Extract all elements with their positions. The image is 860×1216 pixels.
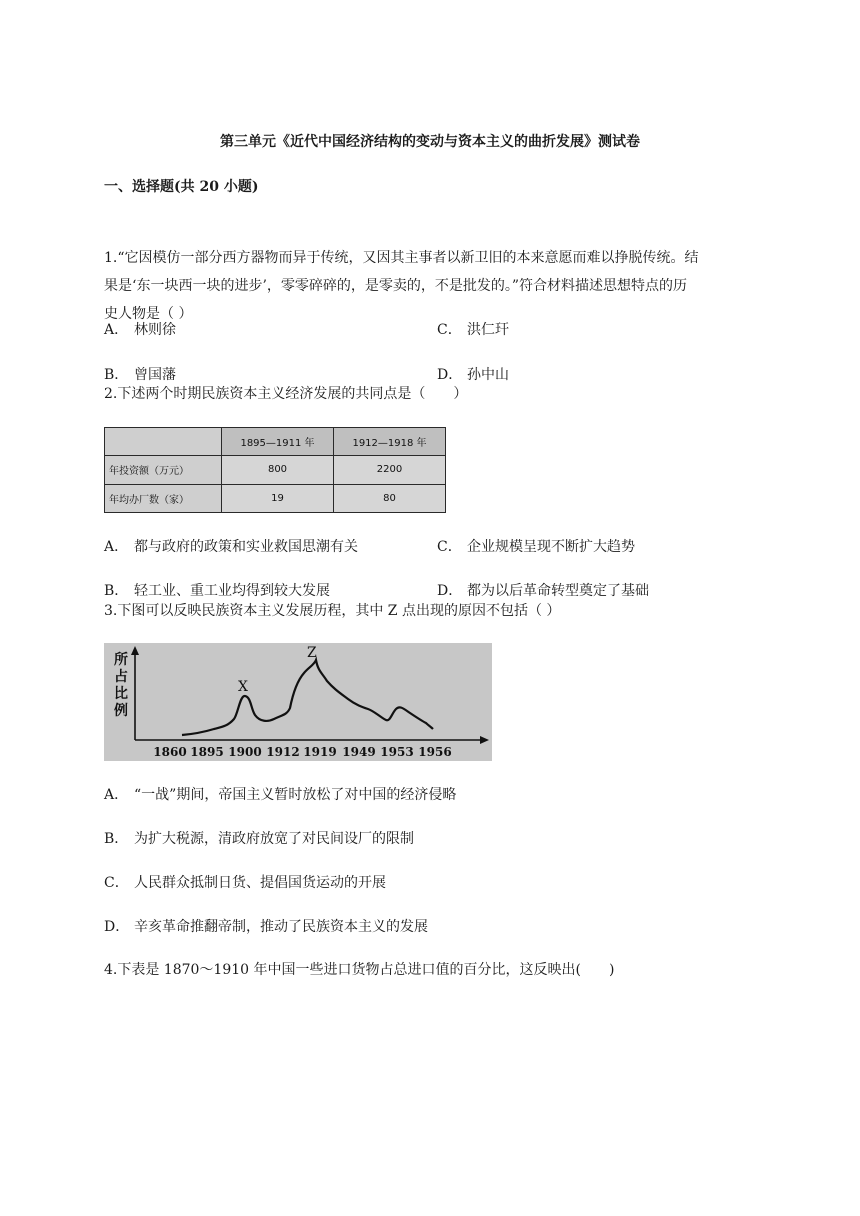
option-letter: D． bbox=[437, 367, 463, 383]
option-letter: A． bbox=[104, 787, 129, 803]
table-row bbox=[105, 484, 446, 512]
option-text: 都与政府的政策和实业救国思潮有关 bbox=[134, 539, 358, 555]
option-letter: D． bbox=[437, 583, 463, 599]
option-letter: B． bbox=[104, 831, 129, 847]
option-text: 洪仁玕 bbox=[467, 322, 509, 338]
option-letter: B． bbox=[104, 367, 129, 383]
x-tick-label: 1956 bbox=[418, 745, 452, 759]
option-text: 为扩大税源，清政府放宽了对民间设厂的限制 bbox=[134, 831, 414, 847]
question-3: 3.下图可以反映民族资本主义发展历程，其中 Z 点出现的原因不包括（ ） bbox=[104, 603, 561, 619]
q1-option-a[interactable] bbox=[104, 321, 176, 339]
x-tick-label: 1953 bbox=[380, 745, 414, 759]
table-header-cell bbox=[105, 428, 222, 456]
q2-option-a[interactable] bbox=[104, 538, 358, 556]
option-text: “一战”期间，帝国主义暂时放松了对中国的经济侵略 bbox=[134, 787, 457, 803]
question-1 bbox=[104, 244, 760, 328]
question-1-line: 果是‘东一块西一块的进步’，零零碎碎的，是零卖的，不是批发的。”符合材料描述思想特点的历 bbox=[104, 278, 688, 294]
capitalism-trend-chart bbox=[104, 643, 492, 761]
table-cell: 80 bbox=[334, 484, 446, 512]
y-axis-label-char: 比 bbox=[114, 686, 128, 702]
q3-option-c[interactable] bbox=[104, 874, 386, 892]
y-axis-label-char: 所 bbox=[114, 652, 128, 668]
table-header-cell: 1912—1918 年 bbox=[334, 428, 446, 456]
point-label-z: Z bbox=[307, 645, 317, 661]
q2-option-c[interactable] bbox=[437, 538, 635, 556]
table-cell: 年均办厂数（家） bbox=[105, 484, 222, 512]
y-axis-arrow-icon bbox=[131, 646, 139, 655]
option-letter: B． bbox=[104, 583, 129, 599]
option-letter: A． bbox=[104, 539, 129, 555]
investment-table bbox=[104, 427, 446, 513]
table-row bbox=[105, 456, 446, 484]
option-text: 轻工业、重工业均得到较大发展 bbox=[134, 583, 330, 599]
table-cell: 19 bbox=[222, 484, 334, 512]
option-letter: C． bbox=[104, 875, 129, 891]
x-tick-label: 1912 bbox=[266, 745, 300, 759]
question-2: 2.下述两个时期民族资本主义经济发展的共同点是（ ） bbox=[104, 386, 468, 402]
trend-curve bbox=[182, 660, 433, 735]
option-text: 人民群众抵制日货、提倡国货运动的开展 bbox=[134, 875, 386, 891]
table-cell: 2200 bbox=[334, 456, 446, 484]
q3-option-b[interactable] bbox=[104, 830, 414, 848]
option-text: 曾国藩 bbox=[134, 367, 176, 383]
q1-option-c[interactable] bbox=[437, 321, 509, 339]
question-4: 4.下表是 1870～1910 年中国一些进口货物占总进口值的百分比，这反映出( ) bbox=[104, 962, 615, 978]
table-cell: 年投资额（万元） bbox=[105, 456, 222, 484]
table-header-row bbox=[105, 428, 446, 456]
option-letter: A． bbox=[104, 322, 129, 338]
section-heading: 一、选择题(共 20 小题) bbox=[104, 179, 259, 195]
y-axis-label-char: 占 bbox=[114, 669, 128, 685]
question-1-line: 史人物是（ ） bbox=[104, 306, 193, 322]
q1-option-d[interactable] bbox=[437, 366, 509, 384]
q3-option-d[interactable] bbox=[104, 918, 428, 936]
x-tick-label: 1860 bbox=[153, 745, 187, 759]
chart-svg bbox=[104, 643, 492, 761]
question-1-line: 1.“它因模仿一部分西方器物而异于传统，又因其主事者以新卫旧的本来意愿而难以挣脱传统。结 bbox=[104, 250, 699, 266]
option-text: 孙中山 bbox=[467, 367, 509, 383]
point-label-x: X bbox=[238, 679, 248, 695]
q2-option-b[interactable] bbox=[104, 582, 330, 600]
q2-option-d[interactable] bbox=[437, 582, 649, 600]
option-text: 林则徐 bbox=[134, 322, 176, 338]
option-text: 企业规模呈现不断扩大趋势 bbox=[467, 539, 635, 555]
option-letter: C． bbox=[437, 322, 462, 338]
option-letter: C． bbox=[437, 539, 462, 555]
x-axis-arrow-icon bbox=[480, 736, 489, 744]
q1-option-b[interactable] bbox=[104, 366, 176, 384]
q3-option-a[interactable] bbox=[104, 786, 456, 804]
table-header-cell: 1895—1911 年 bbox=[222, 428, 334, 456]
x-tick-label: 1895 bbox=[190, 745, 224, 759]
y-axis-label-char: 例 bbox=[114, 703, 128, 719]
x-tick-label: 1900 bbox=[228, 745, 262, 759]
option-text: 都为以后革命转型奠定了基础 bbox=[467, 583, 649, 599]
page-title: 第三单元《近代中国经济结构的变动与资本主义的曲折发展》测试卷 bbox=[220, 134, 640, 150]
table-cell: 800 bbox=[222, 456, 334, 484]
x-tick-label: 1919 bbox=[303, 745, 337, 759]
option-letter: D． bbox=[104, 919, 130, 935]
option-text: 辛亥革命推翻帝制，推动了民族资本主义的发展 bbox=[134, 919, 428, 935]
x-tick-label: 1949 bbox=[342, 745, 376, 759]
